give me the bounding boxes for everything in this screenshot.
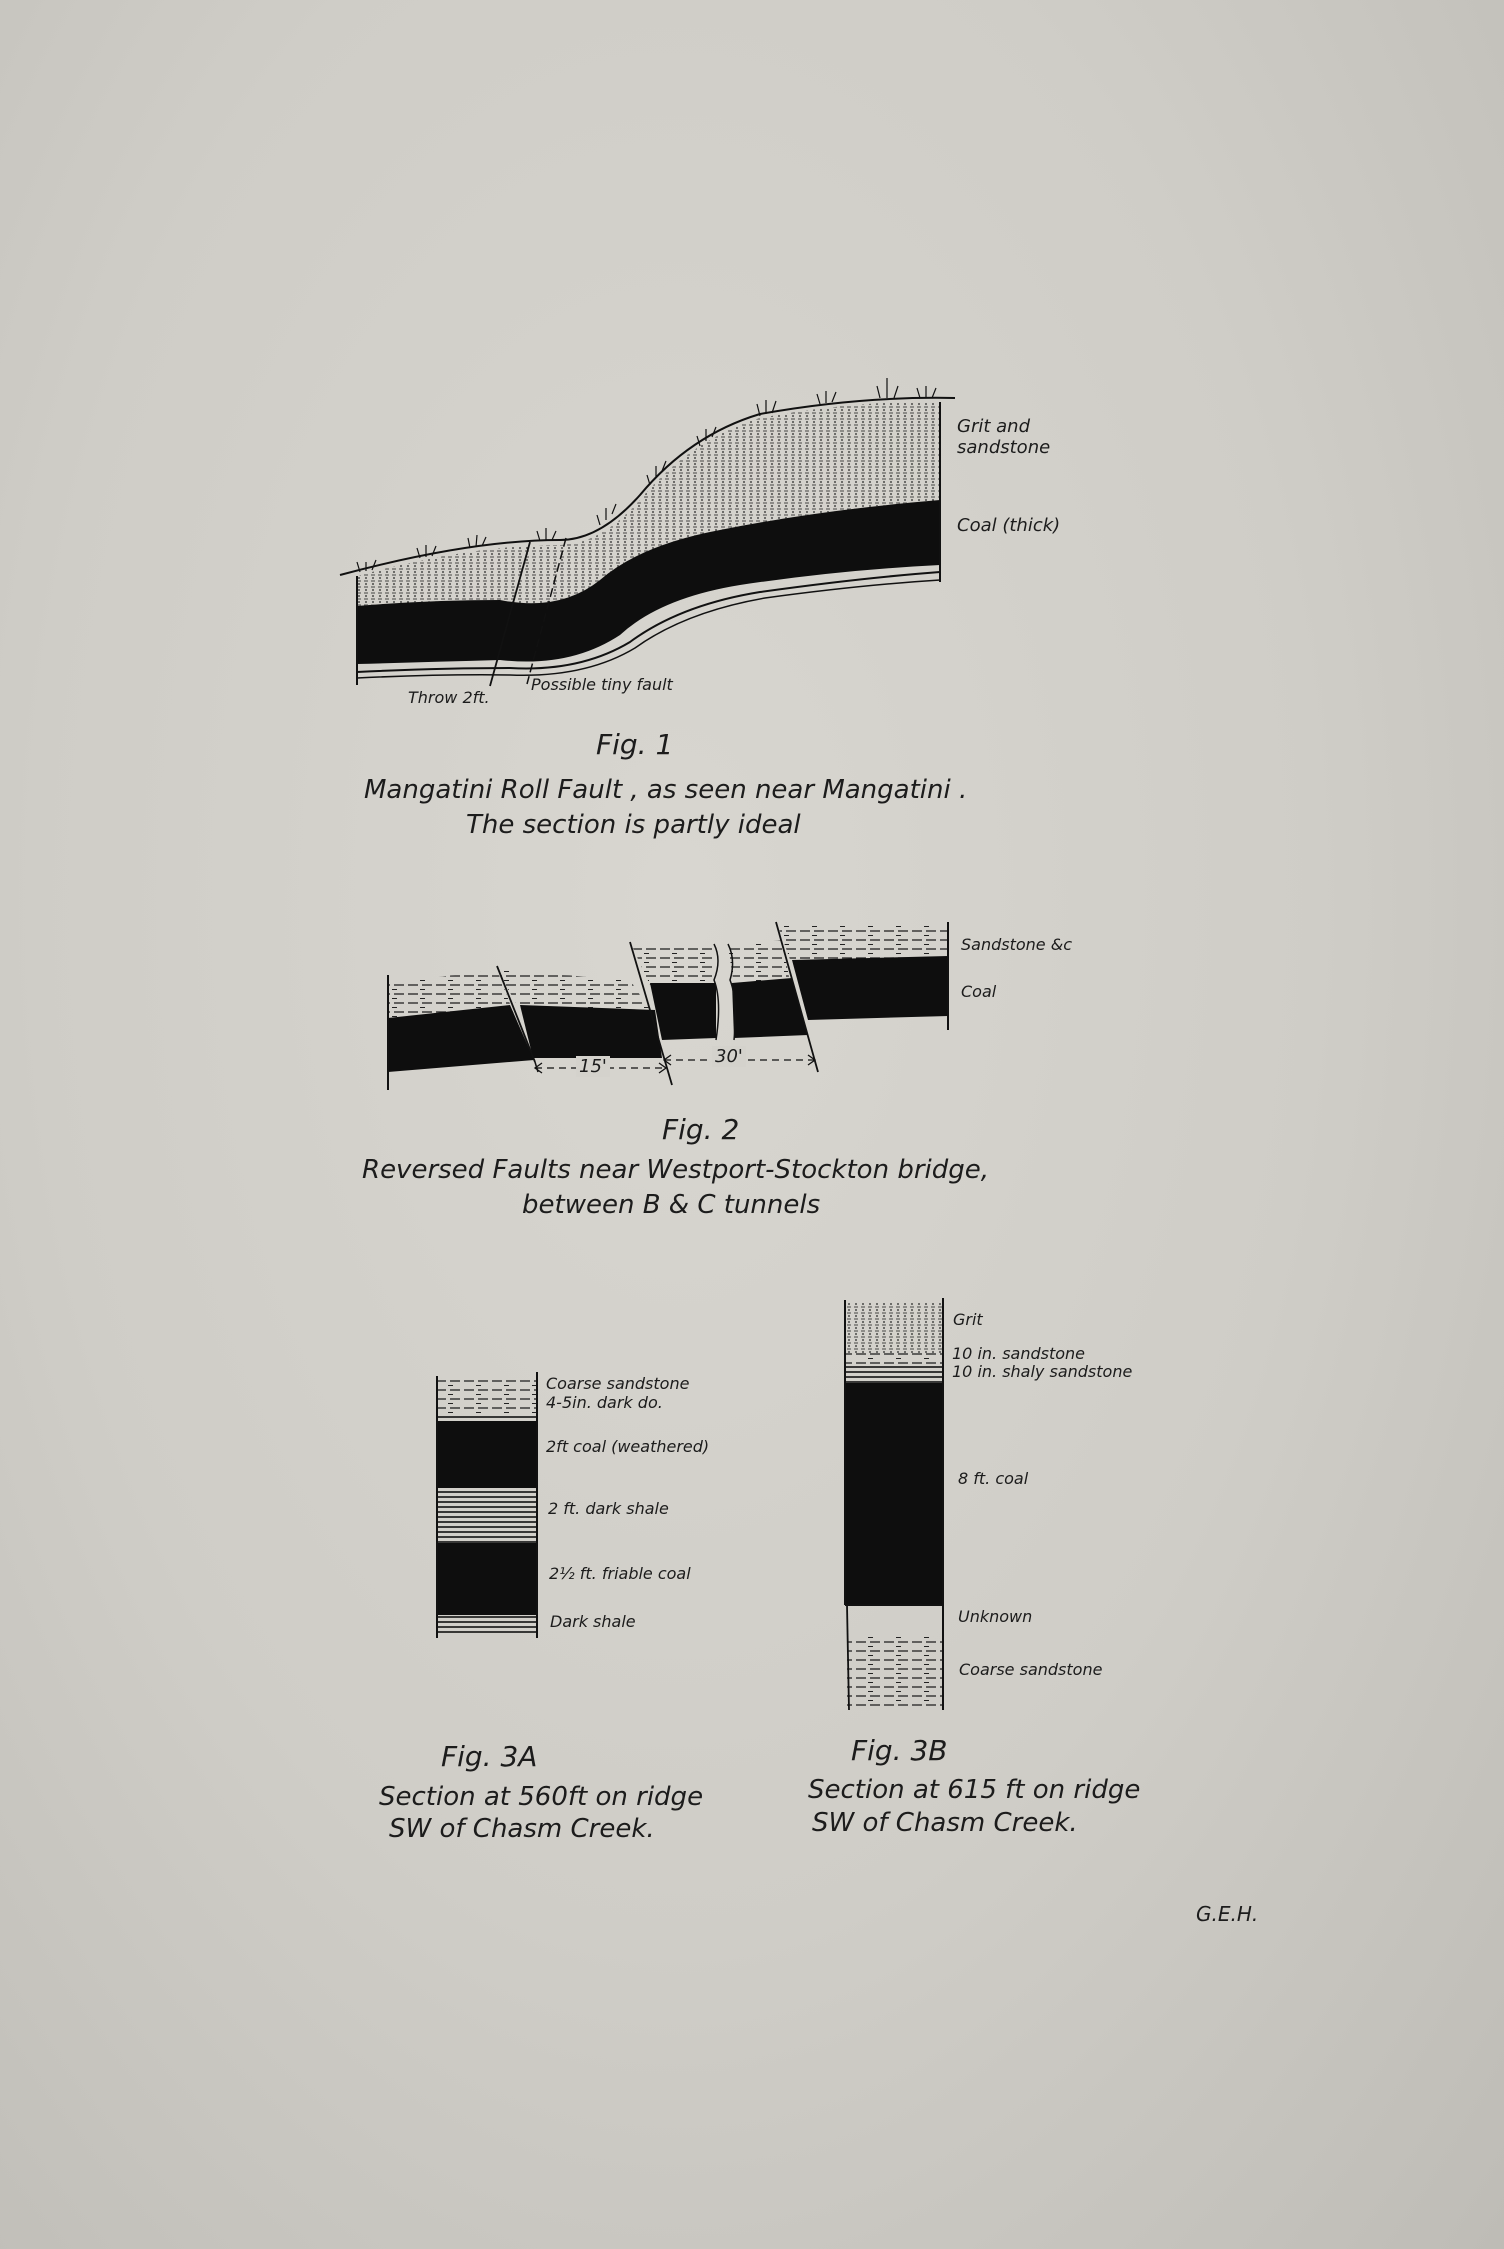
fig3b-layer-5: Unknown bbox=[958, 1607, 1033, 1626]
fig1-label-possible-fault: Possible tiny fault bbox=[531, 675, 673, 694]
fig3b-caption-line1: Section at 615 ft on ridge bbox=[808, 1775, 1141, 1805]
fig3a-title: Fig. 3A bbox=[441, 1740, 538, 1773]
fig3a-layer-1: Coarse sandstone bbox=[546, 1374, 690, 1393]
fig2-dim-30: 30' bbox=[712, 1046, 746, 1067]
fig3a-caption-line1: Section at 560ft on ridge bbox=[379, 1782, 704, 1812]
fig3b-title: Fig. 3B bbox=[851, 1734, 948, 1767]
fig1-title: Fig. 1 bbox=[596, 728, 674, 761]
fig2-caption-line2: between B & C tunnels bbox=[522, 1190, 821, 1220]
fig3a-layer-4: 2 ft. dark shale bbox=[548, 1499, 669, 1518]
fig3a-layer-3: 2ft coal (weathered) bbox=[546, 1437, 710, 1456]
fig1-label-sandstone: sandstone bbox=[957, 437, 1051, 458]
fig2-caption-line1: Reversed Faults near Westport-Stockton bridge, bbox=[362, 1155, 990, 1185]
fig3a-column bbox=[437, 1372, 537, 1638]
author-initials: G.E.H. bbox=[1196, 1902, 1259, 1926]
fig3b-layer-3: 10 in. shaly sandstone bbox=[952, 1362, 1133, 1381]
fig3a-layer-6: Dark shale bbox=[550, 1612, 636, 1631]
fig3a-layer-2: 4-5in. dark do. bbox=[546, 1393, 663, 1412]
fig2-label-coal: Coal bbox=[961, 982, 997, 1001]
fig1-label-grit: Grit and bbox=[957, 416, 1030, 437]
fig3b-layer-6: Coarse sandstone bbox=[959, 1660, 1103, 1679]
fig2-label-sandstone: Sandstone &c bbox=[961, 935, 1072, 954]
fig3b-caption-line2: SW of Chasm Creek. bbox=[812, 1808, 1078, 1838]
fig3a-caption-line2: SW of Chasm Creek. bbox=[389, 1814, 655, 1844]
fig1-label-throw: Throw 2ft. bbox=[408, 688, 490, 707]
fig2-dim-15: 15' bbox=[576, 1056, 610, 1077]
fig3b-column bbox=[845, 1298, 943, 1710]
fig2-title: Fig. 2 bbox=[662, 1113, 740, 1146]
fig1-section bbox=[340, 378, 955, 686]
fig1-caption-line1: Mangatini Roll Fault , as seen near Mangatini . bbox=[364, 775, 968, 805]
fig3a-layer-5: 2½ ft. friable coal bbox=[549, 1564, 691, 1583]
fig3b-layer-2: 10 in. sandstone bbox=[952, 1344, 1086, 1363]
fig2-section bbox=[388, 922, 948, 1090]
fig1-caption-line2: The section is partly ideal bbox=[466, 810, 801, 840]
fig1-label-coal: Coal (thick) bbox=[957, 515, 1061, 536]
fig3b-layer-4: 8 ft. coal bbox=[958, 1469, 1029, 1488]
fig3b-layer-1: Grit bbox=[953, 1310, 983, 1329]
